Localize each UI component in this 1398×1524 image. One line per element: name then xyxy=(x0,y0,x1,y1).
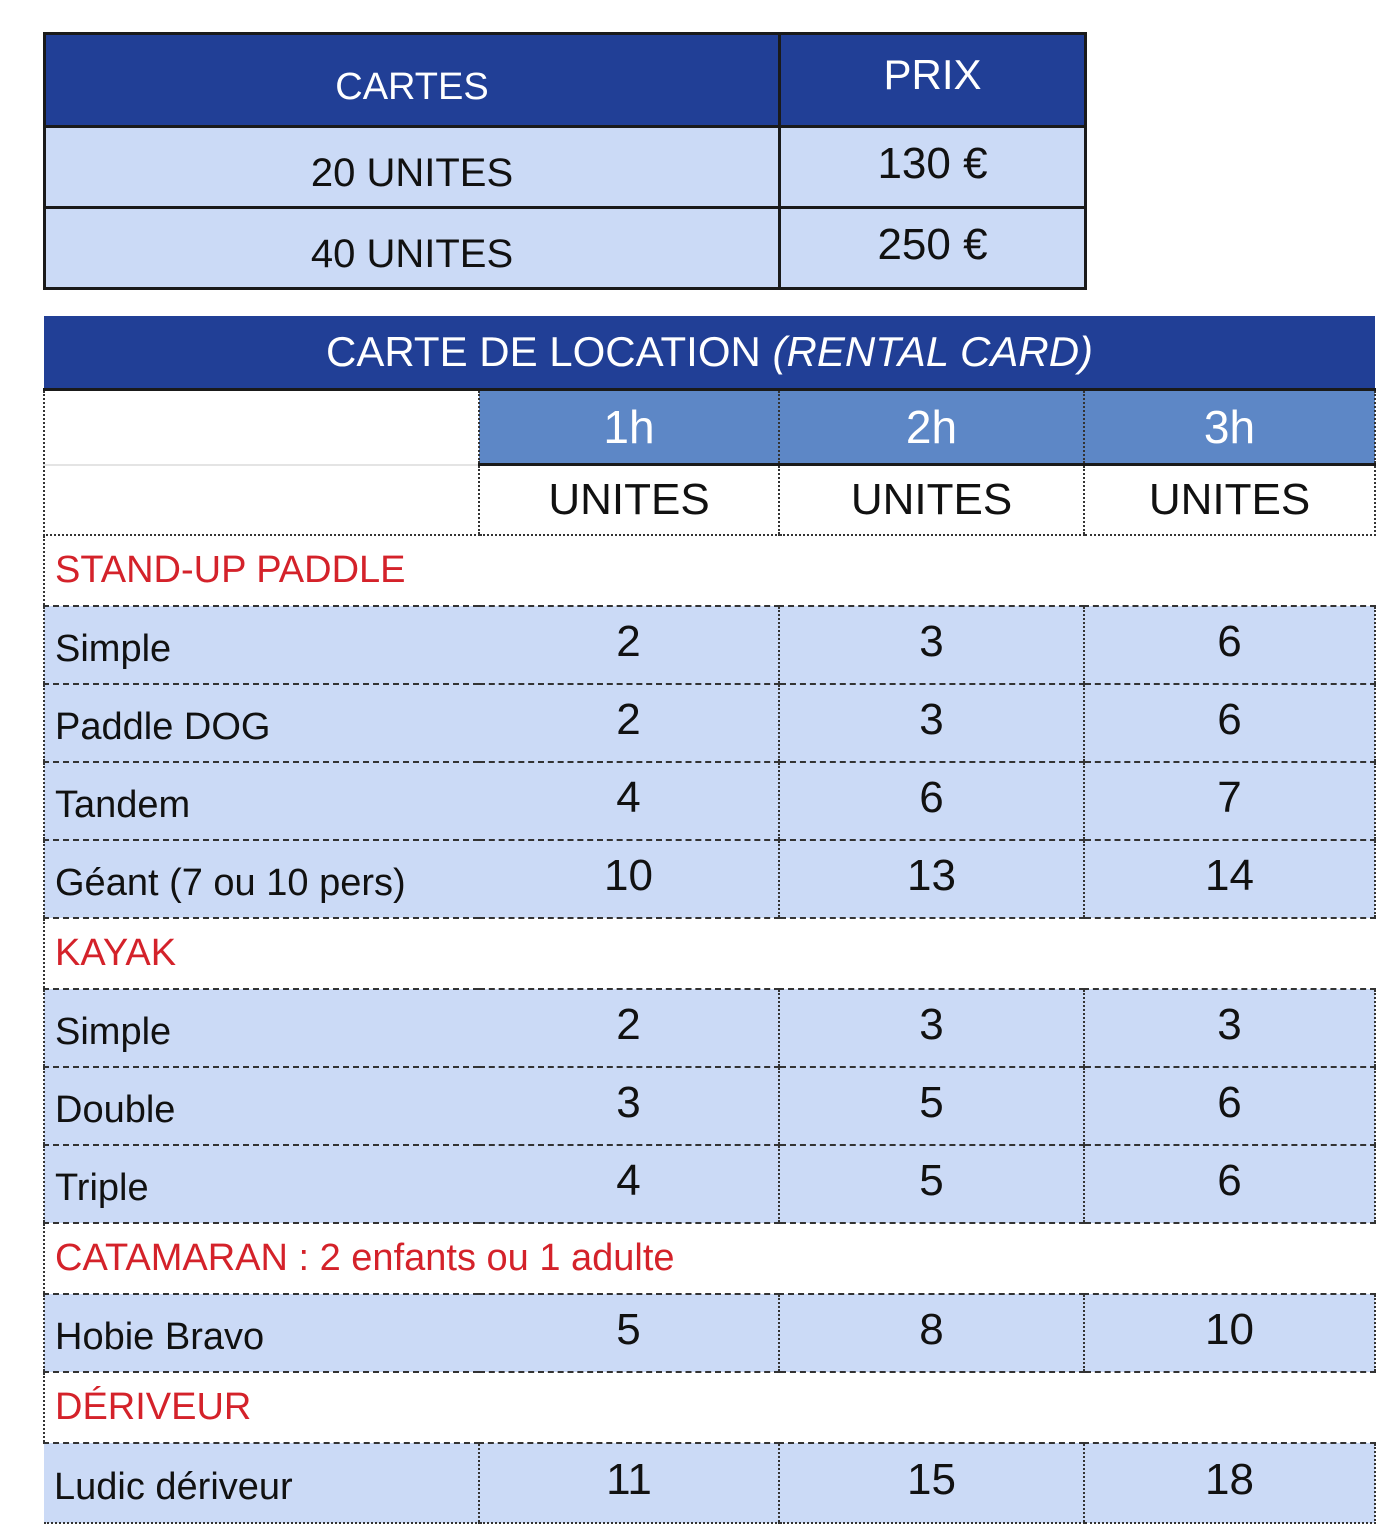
table-row xyxy=(44,606,1375,684)
table-row xyxy=(44,840,1375,918)
cards-header-row xyxy=(45,34,1086,127)
item-name: Hobie Bravo xyxy=(44,1294,479,1372)
table-row xyxy=(44,1294,1375,1372)
rental-title-row xyxy=(44,316,1375,390)
table-row xyxy=(44,1443,1375,1523)
rental-title-main: CARTE DE LOCATION xyxy=(326,328,761,375)
item-name: Géant (7 ou 10 pers) xyxy=(44,840,479,918)
item-name: Paddle DOG xyxy=(44,684,479,762)
item-value-3h: 6 xyxy=(1084,684,1375,762)
table-row xyxy=(44,1067,1375,1145)
item-value-3h: 10 xyxy=(1084,1294,1375,1372)
hour-header-1h: 1h xyxy=(479,390,779,465)
category-kayak: KAYAK xyxy=(44,918,1375,989)
table-row xyxy=(44,684,1375,762)
item-value-3h: 3 xyxy=(1084,989,1375,1067)
item-name: Triple xyxy=(44,1145,479,1223)
item-value-2h: 5 xyxy=(779,1067,1084,1145)
item-value-3h: 6 xyxy=(1084,606,1375,684)
item-value-1h: 4 xyxy=(479,762,779,840)
card-units: 20 UNITES xyxy=(45,127,780,208)
card-price: 250 € xyxy=(780,208,1086,289)
item-value-2h: 13 xyxy=(779,840,1084,918)
item-value-3h: 14 xyxy=(1084,840,1375,918)
item-value-2h: 3 xyxy=(779,606,1084,684)
item-value-3h: 6 xyxy=(1084,1067,1375,1145)
hour-header-3h: 3h xyxy=(1084,390,1375,465)
category-row xyxy=(44,535,1375,606)
table-row xyxy=(45,208,1086,289)
item-value-2h: 8 xyxy=(779,1294,1084,1372)
category-row xyxy=(44,1372,1375,1443)
item-name: Simple xyxy=(44,989,479,1067)
item-value-2h: 3 xyxy=(779,989,1084,1067)
category-row xyxy=(44,1223,1375,1294)
category-stand-up-paddle: STAND-UP PADDLE xyxy=(44,535,1375,606)
item-value-1h: 11 xyxy=(479,1443,779,1523)
card-units: 40 UNITES xyxy=(45,208,780,289)
item-value-1h: 10 xyxy=(479,840,779,918)
item-value-1h: 4 xyxy=(479,1145,779,1223)
table-row xyxy=(44,1145,1375,1223)
empty-cell xyxy=(44,390,479,465)
item-value-1h: 2 xyxy=(479,989,779,1067)
category-row xyxy=(44,918,1375,989)
item-value-2h: 15 xyxy=(779,1443,1084,1523)
rental-title-sub: (RENTAL CARD) xyxy=(772,328,1094,375)
units-label: UNITES xyxy=(779,465,1084,536)
item-value-1h: 5 xyxy=(479,1294,779,1372)
item-name: Simple xyxy=(44,606,479,684)
cards-price-table xyxy=(43,32,1087,290)
item-value-2h: 3 xyxy=(779,684,1084,762)
table-row xyxy=(45,127,1086,208)
units-label: UNITES xyxy=(1084,465,1375,536)
item-value-1h: 2 xyxy=(479,606,779,684)
table-row xyxy=(44,989,1375,1067)
item-name: Double xyxy=(44,1067,479,1145)
empty-cell xyxy=(44,465,479,536)
units-label: UNITES xyxy=(479,465,779,536)
table-row xyxy=(44,762,1375,840)
category-catamaran: CATAMARAN : 2 enfants ou 1 adulte xyxy=(44,1223,1375,1294)
rental-title xyxy=(44,316,1375,390)
cards-header: CARTES xyxy=(45,34,780,127)
hour-header-2h: 2h xyxy=(779,390,1084,465)
price-header: PRIX xyxy=(780,34,1086,127)
units-row xyxy=(44,465,1375,536)
item-value-2h: 6 xyxy=(779,762,1084,840)
item-name: Ludic dériveur xyxy=(44,1443,479,1523)
item-value-1h: 2 xyxy=(479,684,779,762)
item-value-2h: 5 xyxy=(779,1145,1084,1223)
item-value-1h: 3 xyxy=(479,1067,779,1145)
item-name: Tandem xyxy=(44,762,479,840)
item-value-3h: 6 xyxy=(1084,1145,1375,1223)
hours-row xyxy=(44,390,1375,465)
item-value-3h: 18 xyxy=(1084,1443,1375,1523)
card-price: 130 € xyxy=(780,127,1086,208)
category-deriveur: DÉRIVEUR xyxy=(44,1372,1375,1443)
item-value-3h: 7 xyxy=(1084,762,1375,840)
rental-card-table xyxy=(43,316,1376,1524)
